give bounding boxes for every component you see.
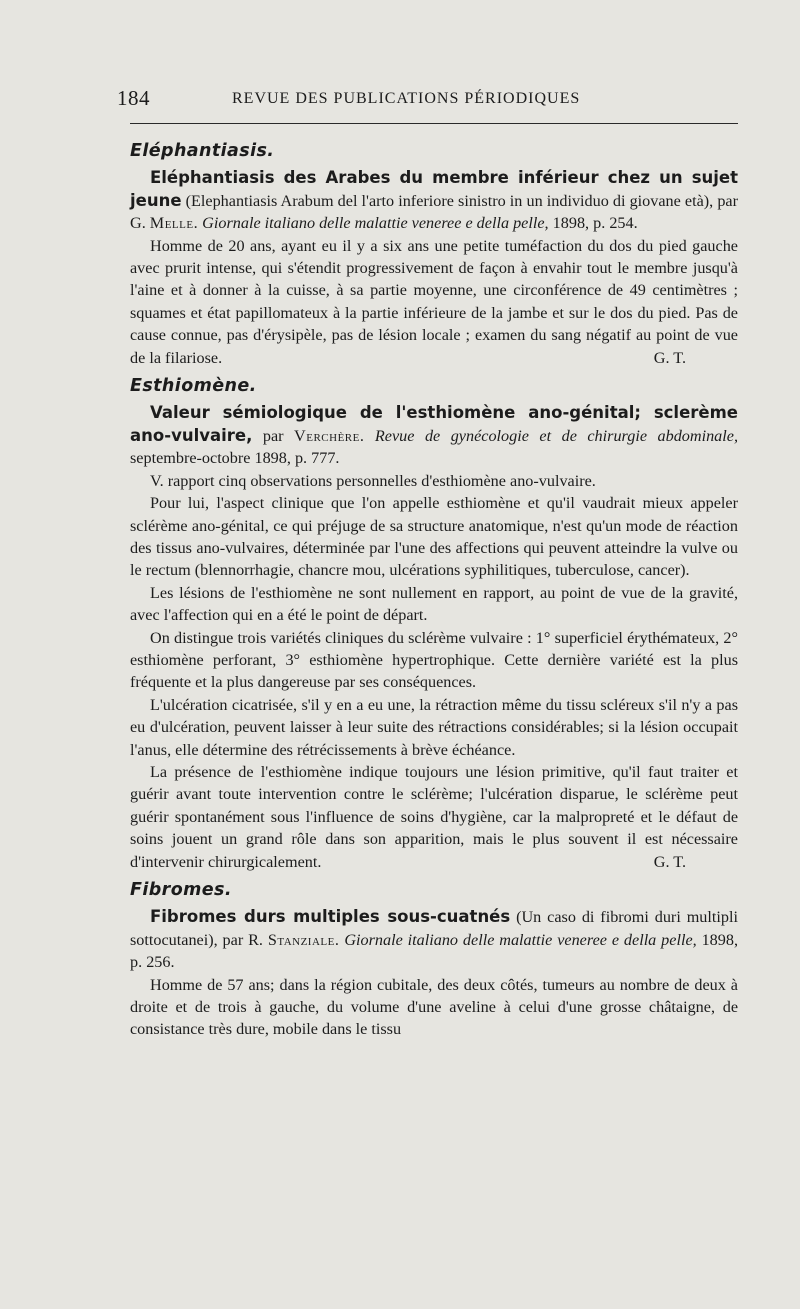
section-heading: Esthiomène. — [130, 376, 257, 397]
entry-citation — [130, 906, 738, 973]
entry-title: Eléphantiasis des Arabes du membre inférieur chez un sujet jeune — [130, 168, 738, 210]
citation-text: par — [252, 426, 295, 445]
entry-paragraph: Homme de 57 ans; dans la région cubitale, des deux côtés, tumeurs au nombre de deux à droite et de trois à gauche, du volume d'une aveline à celui d'une grosse châtaigne, de consistance très dure, mobile dans le tissu — [130, 975, 738, 1039]
entry-paragraph: Pour lui, l'aspect clinique que l'on appelle esthiomène et qu'il vaudrait mieux appeler sclérème ano-génital, ce qui préjuge de sa structure anatomique, n'est qu'un mode de réaction des tissus ano-vulvaires, déterminée par l'une des affections qui peuvent atteindre la vulve ou le rectum (blennorrhagie, chancre mou, ulcérations syphilitiques, tuberculose, cancer). — [130, 494, 738, 580]
running-title: REVUE DES PUBLICATIONS PÉRIODIQUES — [232, 90, 581, 107]
journal-name: Revue de gynécologie et de chirurgie abdominale, — [374, 426, 738, 445]
page-number: 184 — [117, 86, 150, 110]
author-name: Melle. — [149, 214, 199, 233]
review-entry — [130, 167, 738, 369]
citation-details: 1898, p. 254. — [548, 214, 638, 233]
review-entry — [130, 906, 738, 1040]
entry-citation — [130, 402, 738, 469]
entry-title: Fibromes durs multiples sous-cuatnés — [150, 907, 511, 927]
entry-paragraph: L'ulcération cicatrisée, s'il y en a eu une, la rétraction même du tissu scléreux s'il n'y a pas eu d'ulcération, peuvent laisser à leur suite des rétractions considérables; si la lésion occupait l'anus, elle détermine des rétrécissements à brève échéance. — [130, 695, 738, 759]
paragraph-text: Homme de 20 ans, ayant eu il y a six ans une petite tuméfaction du dos du pied gauche avec prurit intense, qui s'étendit progressivement de façon à envahir tout le membre jusqu'à l'aine et à donner à la cuisse, à sa partie moyenne, une circonférence de 49 centimètres ; squames et état papillomateux à la partie inférieure de la jambe et sur le dos du pied. Pas de cause connue, pas d'érysipèle, pas de lésion locale ; examen du sang négatif au point de vue de la filariose. — [130, 236, 738, 367]
entry-paragraph — [130, 761, 738, 873]
author-name: Verchère. — [294, 426, 365, 445]
entry-paragraph — [130, 235, 738, 369]
entry-title: Valeur sémiologique de l'esthiomène ano-génital; sclerème ano-vulvaire, — [130, 403, 738, 445]
citation-details: septembre-octobre 1898, p. 777. — [130, 449, 340, 468]
citation-text: (Un caso di fibromi duri multipli sottocutanei), par R. — [130, 908, 738, 949]
citation-text: (Elephantiasis Arabum del l'arto inferiore sinistro in un individuo di giovane età), par G. — [130, 191, 738, 233]
page-body — [130, 140, 738, 1041]
journal-name: Giornale italiano delle malattie veneree e della pelle, — [202, 214, 549, 233]
citation-details: 1898, p. 256. — [130, 930, 739, 972]
entry-citation — [130, 167, 738, 234]
journal-name: Giornale italiano delle malattie veneree e della pelle, — [344, 930, 697, 949]
entry-paragraph: On distingue trois variétés cliniques du sclérème vulvaire : 1° superficiel érythémateux, 2° esthiomène perforant, 3° esthiomène hypertrophique. Cette dernière variété est la plus fréquente et la plus dangereuse par ses conséquences. — [130, 628, 738, 692]
header-rule — [130, 123, 738, 124]
entry-paragraph: V. rapport cinq observations personnelles d'esthiomène ano-vulvaire. — [150, 471, 596, 490]
author-signature: G. T. — [653, 348, 686, 367]
entry-paragraph: Les lésions de l'esthiomène ne sont nullement en rapport, au point de vue de la gravité, avec l'affection qui en a été le point de départ. — [130, 583, 738, 625]
page-header — [117, 86, 737, 112]
review-entry — [130, 402, 738, 873]
author-signature: G. T. — [653, 852, 686, 871]
section-heading: Eléphantiasis. — [130, 141, 275, 161]
paragraph-text: La présence de l'esthiomène indique toujours une lésion primitive, qu'il faut traiter et guérir avant toute intervention contre le sclérème; l'ulcération disparue, le sclérème peut guérir spontanément sous l'influence de soins d'hygiène, car la malpropreté et le défaut de soins jouent un grand rôle dans son apparition, mais le plus souvent il est nécessaire d'intervenir chirurgicalement. — [130, 762, 738, 871]
section-heading: Fibromes. — [130, 880, 232, 900]
author-name: Stanziale. — [267, 930, 340, 949]
